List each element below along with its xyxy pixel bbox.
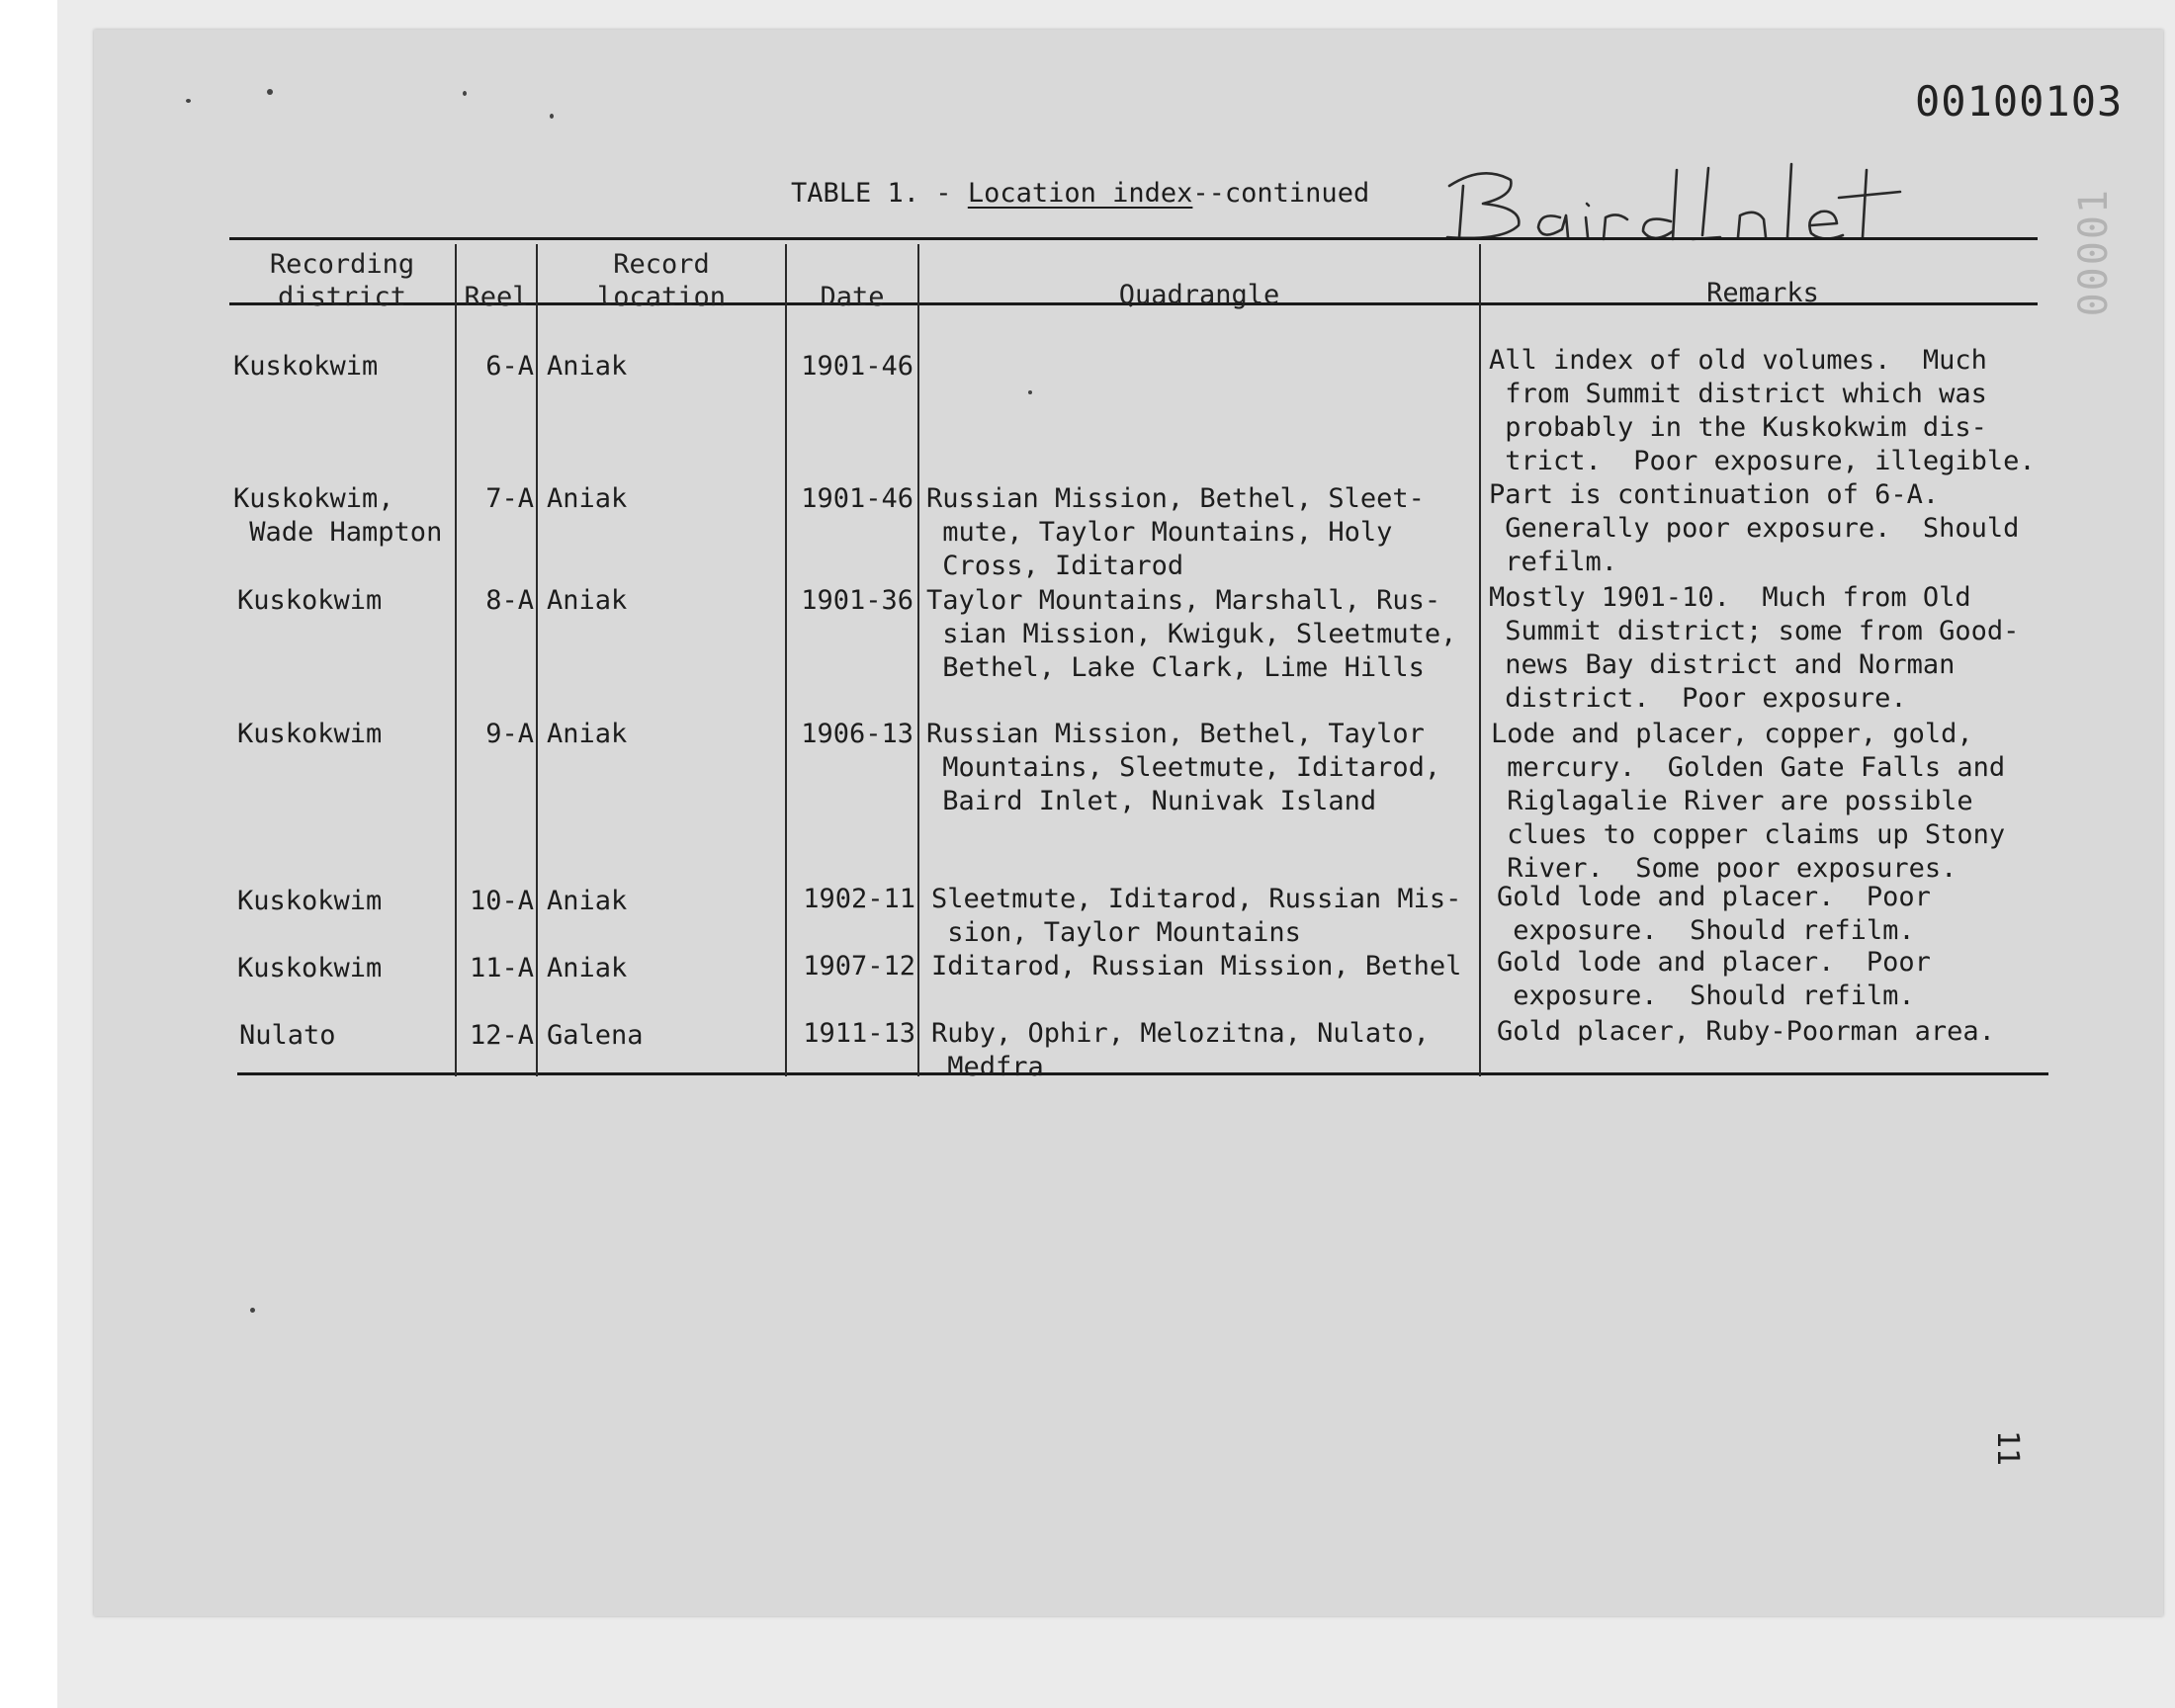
column-divider: [1479, 244, 1481, 1076]
scan-speck: [1028, 390, 1032, 394]
page-id-stamp: 00100103: [1915, 77, 2124, 126]
table-title-suffix: --continued: [1192, 178, 1370, 209]
table-cell-date: 1902-11: [803, 884, 915, 914]
column-header-remarks: Remarks: [1706, 278, 1819, 308]
scan-speck: [267, 89, 273, 95]
table-cell-location: Aniak: [547, 585, 628, 616]
column-divider: [536, 244, 538, 1076]
table-cell-quadrangle: Ruby, Ophir, Melozitna, Nulato, Medfra: [931, 1018, 1430, 1082]
table-cell-location: Aniak: [547, 953, 628, 983]
table-cell-location: Aniak: [547, 483, 628, 514]
table-cell-location: Aniak: [547, 351, 628, 382]
table-cell-district: Kuskokwim, Wade Hampton: [233, 483, 443, 548]
column-header-quadrangle: Quadrangle: [1118, 280, 1280, 310]
table-cell-reel: 11-A: [469, 953, 534, 983]
table-cell-quadrangle: Russian Mission, Bethel, Taylor Mountains, Sleetmute, Iditarod, Baird Inlet, Nunivak Island: [926, 719, 1441, 816]
scan-speck: [550, 114, 554, 119]
scan-speck: [463, 91, 467, 96]
column-header-district: Recording district: [269, 249, 415, 312]
table-cell-district: Nulato: [239, 1020, 336, 1051]
table-cell-location: Galena: [547, 1020, 644, 1051]
table-cell-remarks: Gold lode and placer. Poor exposure. Should refilm.: [1497, 947, 1931, 1011]
table-cell-quadrangle: Taylor Mountains, Marshall, Rus- sian Mission, Kwiguk, Sleetmute, Bethel, Lake Clark, Lime Hills: [926, 585, 1457, 683]
table-cell-quadrangle: Sleetmute, Iditarod, Russian Mis- sion, Taylor Mountains: [931, 884, 1462, 948]
table-cell-location: Aniak: [547, 886, 628, 916]
scan-speck: [250, 1308, 255, 1313]
table-cell-date: 1901-46: [801, 351, 914, 382]
column-header-reel: Reel: [464, 282, 529, 312]
table-cell-reel: 9-A: [485, 719, 534, 749]
column-header-date: Date: [820, 282, 885, 312]
table-cell-district: Kuskokwim: [233, 351, 379, 382]
table-cell-remarks: Gold placer, Ruby-Poorman area.: [1497, 1016, 1995, 1047]
handwritten-annotation: [1424, 156, 1938, 247]
table-cell-district: Kuskokwim: [237, 585, 383, 616]
table-cell-date: 1901-36: [801, 585, 914, 616]
table-cell-district: Kuskokwim: [237, 886, 383, 916]
table-cell-date: 1907-12: [803, 951, 915, 982]
table-cell-reel: 12-A: [469, 1020, 534, 1051]
scan-margin: [0, 0, 57, 1708]
table-top-rule: [229, 237, 2038, 240]
table-title-underlined: Location index: [967, 178, 1193, 209]
table-title-prefix: TABLE 1. -: [791, 178, 968, 209]
table-cell-reel: 10-A: [469, 886, 534, 916]
table-cell-remarks: Part is continuation of 6-A. Generally poor exposure. Should refilm.: [1489, 479, 2020, 577]
table-cell-location: Aniak: [547, 719, 628, 749]
table-cell-date: 1901-46: [801, 483, 914, 514]
scan-speck: [186, 99, 191, 103]
margin-stamp: 00001: [2071, 188, 2117, 317]
table-cell-remarks: Gold lode and placer. Poor exposure. Should refilm.: [1497, 882, 1931, 946]
column-header-record-location: Record location: [596, 249, 727, 312]
page-number: 11: [1990, 1430, 2025, 1467]
column-divider: [917, 244, 919, 1076]
table-cell-district: Kuskokwim: [237, 953, 383, 983]
table-cell-reel: 8-A: [485, 585, 534, 616]
table-cell-reel: 6-A: [485, 351, 534, 382]
table-cell-remarks: Lode and placer, copper, gold, mercury. Golden Gate Falls and Riglagalie River are possible clues to copper claims up Stony River. Some poor exposures.: [1491, 719, 2006, 884]
table-cell-date: 1911-13: [803, 1018, 915, 1049]
table-cell-quadrangle: Russian Mission, Bethel, Sleet- mute, Taylor Mountains, Holy Cross, Iditarod: [926, 483, 1425, 581]
table-cell-reel: 7-A: [485, 483, 534, 514]
table-cell-date: 1906-13: [801, 719, 914, 749]
table-title: [791, 178, 1369, 209]
table-cell-remarks: Mostly 1901-10. Much from Old Summit district; some from Good- news Bay district and Norman district. Poor exposure.: [1489, 582, 2020, 714]
table-cell-district: Kuskokwim: [237, 719, 383, 749]
table-cell-quadrangle: Iditarod, Russian Mission, Bethel: [931, 951, 1462, 982]
table-cell-remarks: All index of old volumes. Much from Summit district which was probably in the Kuskokwim dis- trict. Poor exposure, illegible.: [1489, 345, 2036, 476]
